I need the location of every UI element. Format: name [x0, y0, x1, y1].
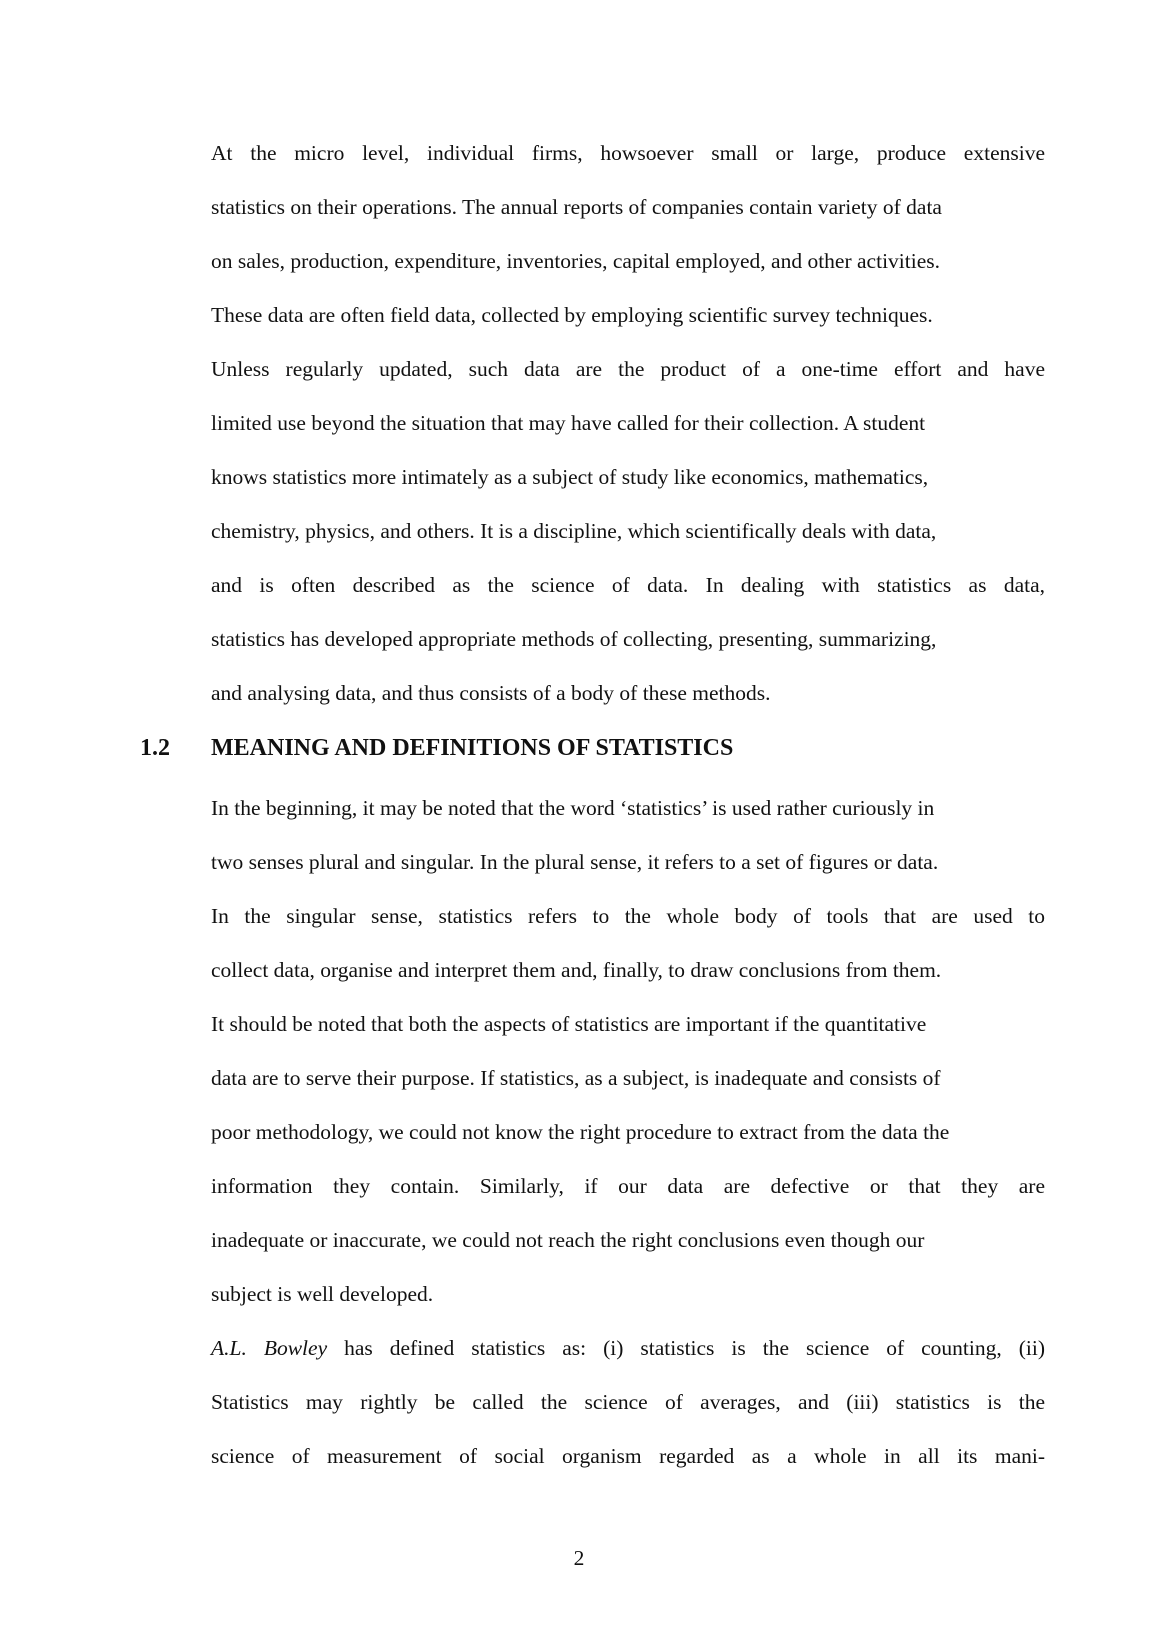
- text-line: and is often described as the science of data. In dealing with statistics as data,: [211, 573, 1045, 597]
- paragraph-micro-level: [211, 126, 1045, 720]
- text-line: limited use beyond the situation that may have called for their collection. A student: [211, 411, 926, 435]
- text-line: inadequate or inaccurate, we could not reach the right conclusions even though our: [211, 1228, 925, 1252]
- text-line: poor methodology, we could not know the right procedure to extract from the data the: [211, 1120, 950, 1144]
- text-line: At the micro level, individual firms, howsoever small or large, produce extensive: [211, 141, 1045, 165]
- text-line: In the beginning, it may be noted that the word ‘statistics’ is used rather curiously in: [211, 796, 935, 820]
- text-line: subject is well developed.: [211, 1282, 434, 1306]
- paragraph-bowley-definition: [211, 1321, 1045, 1483]
- page-number: 2: [573, 1546, 585, 1570]
- paragraph-meaning: [211, 781, 1045, 1321]
- text-span: has defined statistics as: (i) statistics is the science of counting, (ii): [327, 1336, 1045, 1360]
- text-line: science of measurement of social organism regarded as a whole in all its mani-: [211, 1444, 1045, 1468]
- text-line: In the singular sense, statistics refers to the whole body of tools that are used to: [211, 904, 1045, 928]
- text-line: statistics on their operations. The annual reports of companies contain variety of data: [211, 195, 942, 219]
- text-line: It should be noted that both the aspects of statistics are important if the quantitative: [211, 1012, 927, 1036]
- text-line: Unless regularly updated, such data are the product of a one-time effort and have: [211, 357, 1045, 381]
- text-line: [211, 1321, 1045, 1375]
- text-line: two senses plural and singular. In the plural sense, it refers to a set of figures or data.: [211, 850, 939, 874]
- text-line: statistics has developed appropriate methods of collecting, presenting, summarizing,: [211, 627, 937, 651]
- section-heading: [140, 728, 733, 768]
- text-line: information they contain. Similarly, if our data are defective or that they are: [211, 1174, 1045, 1198]
- text-line: on sales, production, expenditure, inventories, capital employed, and other activities.: [211, 249, 940, 273]
- text-line: chemistry, physics, and others. It is a discipline, which scientifically deals with data,: [211, 519, 937, 543]
- section-title: MEANING AND DEFINITIONS OF STATISTICS: [211, 735, 734, 761]
- text-line: data are to serve their purpose. If statistics, as a subject, is inadequate and consists of: [211, 1066, 941, 1090]
- text-line: collect data, organise and interpret them and, finally, to draw conclusions from them.: [211, 958, 942, 982]
- section-number: 1.2: [140, 735, 170, 761]
- text-line: knows statistics more intimately as a subject of study like economics, mathematics,: [211, 465, 929, 489]
- author-name: A.L. Bowley: [211, 1336, 328, 1360]
- text-line: These data are often field data, collected by employing scientific survey techniques.: [211, 303, 933, 327]
- text-line: Statistics may rightly be called the science of averages, and (iii) statistics is the: [211, 1390, 1045, 1414]
- text-line: and analysing data, and thus consists of a body of these methods.: [211, 681, 771, 705]
